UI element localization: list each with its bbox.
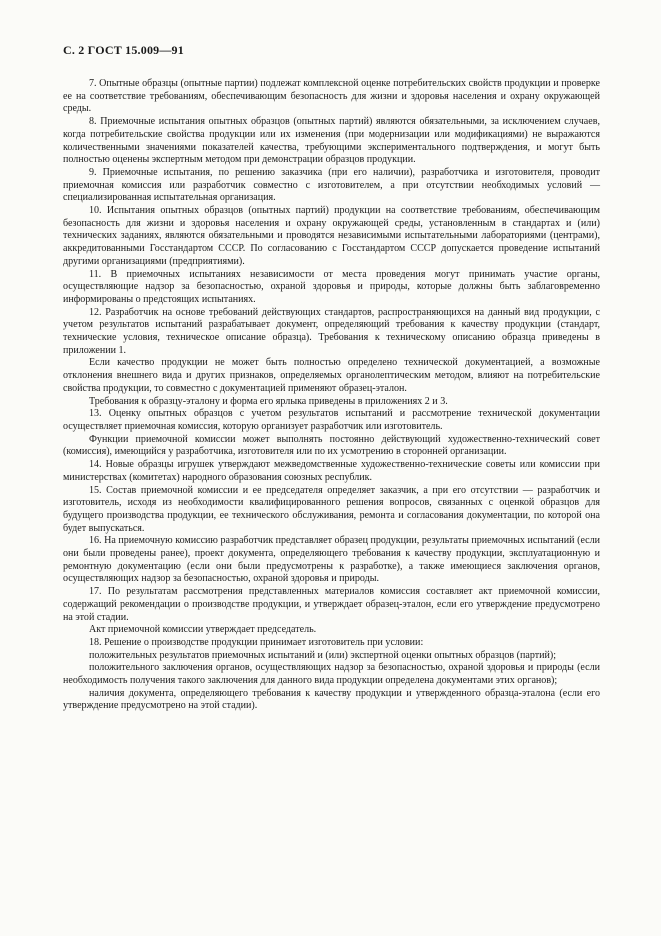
document-body [63, 78, 600, 713]
paragraph-8: 8. Приемочные испытания опытных образцов (опытных партий) являются обязательными, за исключением случаев, когда потребительские свойства продукции или их изменения (при модернизации или модификациями) не выражаются количественными значениями показателей качества, требующими экспериментального подтверждения, и могут быть полностью оценены экспертным методом при демонстрации образцов продукции. [63, 116, 600, 166]
condition-item-1: положительных результатов приемочных испытаний и (или) экспертной оценки опытных образцов (партий); [89, 649, 557, 661]
paragraph-12: 12. Разработчик на основе требований действующих стандартов, распространяющихся на данный вид продукции, с учетом результатов испытаний разрабатывает документ, определяющий требования к качеству продукции (стандарт, технические условия, техническое описание образца). Требования к техническому описанию образца приведены в приложении 1. [63, 306, 600, 356]
paragraph-13: 13. Оценку опытных образцов с учетом результатов испытаний и рассмотрение технической документации осуществляет приемочная комиссия, которую организует разработчик или изготовитель. [63, 408, 600, 432]
paragraph-16: 16. На приемочную комиссию разработчик представляет образец продукции, результаты приемочных испытаний (если они были проведены ранее), проект документа, определяющего требования к качеству продукции, эксплуатационную и ремонтную документацию (если они были предусмотрены к разработке), а также имеющиеся заключения органов, осуществляющих надзор за безопасностью, охраной здоровья и природы. [63, 535, 600, 585]
page-header: С. 2 ГОСТ 15.009—91 [63, 43, 184, 57]
paragraph-17-act: Акт приемочной комиссии утверждает председатель. [89, 624, 317, 636]
paragraph-11: 11. В приемочных испытаниях независимости от места проведения могут принимать участие органы, осуществляющие надзор за безопасностью, охраной здоровья и природы, которые должны быть заблаговременно информированы о предстоящих испытаниях. [63, 268, 600, 305]
condition-item-3: наличия документа, определяющего требования к качеству продукции и утвержденного образца-эталона (если его утверждение предусмотрено на этой стадии). [63, 687, 600, 712]
paragraph-7: 7. Опытные образцы (опытные партии) подлежат комплексной оценке потребительских свойств продукции и проверке ее на соответствие требованиям, обеспечивающим безопасность для жизни и здоровья населения и охрану окружающей среды. [63, 78, 600, 115]
paragraph-12-appendix: Требования к образцу-эталону и форма его ярлыка приведены в приложениях 2 и 3. [89, 395, 448, 407]
paragraph-18: 18. Решение о производстве продукции принимает изготовитель при условии: [89, 636, 424, 648]
paragraph-14: 14. Новые образцы игрушек утверждают межведомственные художественно-технические советы или комиссии при министерствах (комитетах) народного образования союзных республик. [63, 459, 600, 483]
paragraph-17: 17. По результатам рассмотрения представленных материалов комиссия составляет акт приемочной комиссии, содержащий рекомендации о производстве продукции, и утверждает образец-эталон, если его утверждение предусмотрено на этой стадии. [63, 586, 600, 623]
condition-item-2: положительного заключения органов, осуществляющих надзор за безопасностью, охраной здоровья и природы (если необходимость получения такого заключения для данного вида продукции определена документами этих органов); [63, 662, 600, 687]
paragraph-15: 15. Состав приемочной комиссии и ее председателя определяет заказчик, а при его отсутствии — разработчик и изготовитель, исходя из необходимости квалифицированного решения вопросов, связанных с оценкой образцов для будущего производства продукции, ее технического обслуживания, ремонта и согласования документации, по которой она будет выпускаться. [63, 484, 600, 534]
paragraph-9: 9. Приемочные испытания, по решению заказчика (при его наличии), разработчика и изготовителя, проводит приемочная комиссия или разработчик совместно с изготовителем, а при отсутствии необходимых условий — специализированная испытательная организация. [63, 166, 600, 204]
paragraph-12-etalon: Если качество продукции не может быть полностью определено технической документацией, а возможные отклонения внешнего вида и других признаков, определяемых органолептическим методом, влияют на потребительские свойства продукции, то совместно с документацией применяют образец-эталон. [63, 357, 600, 394]
paragraph-13-council: Функции приемочной комиссии может выполнять постоянно действующий художественно-технический совет (комиссия), имеющийся у разработчика, изготовителя или по их усмотрению в сторонней организации. [63, 433, 600, 458]
paragraph-10: 10. Испытания опытных образцов (опытных партий) продукции на соответствие требованиям, обеспечивающим безопасность для жизни и здоровья населения и охрану окружающей среды, установленным в стандартах и (или) технических заданиях, являются обязательными и проводятся независимыми испытательными лабораториями (центрами), аккредитованными Госстандартом СССР. По согласованию с Госстандартом СССР допускается проведение испытаний другими организациями (предприятиями). [63, 205, 600, 267]
